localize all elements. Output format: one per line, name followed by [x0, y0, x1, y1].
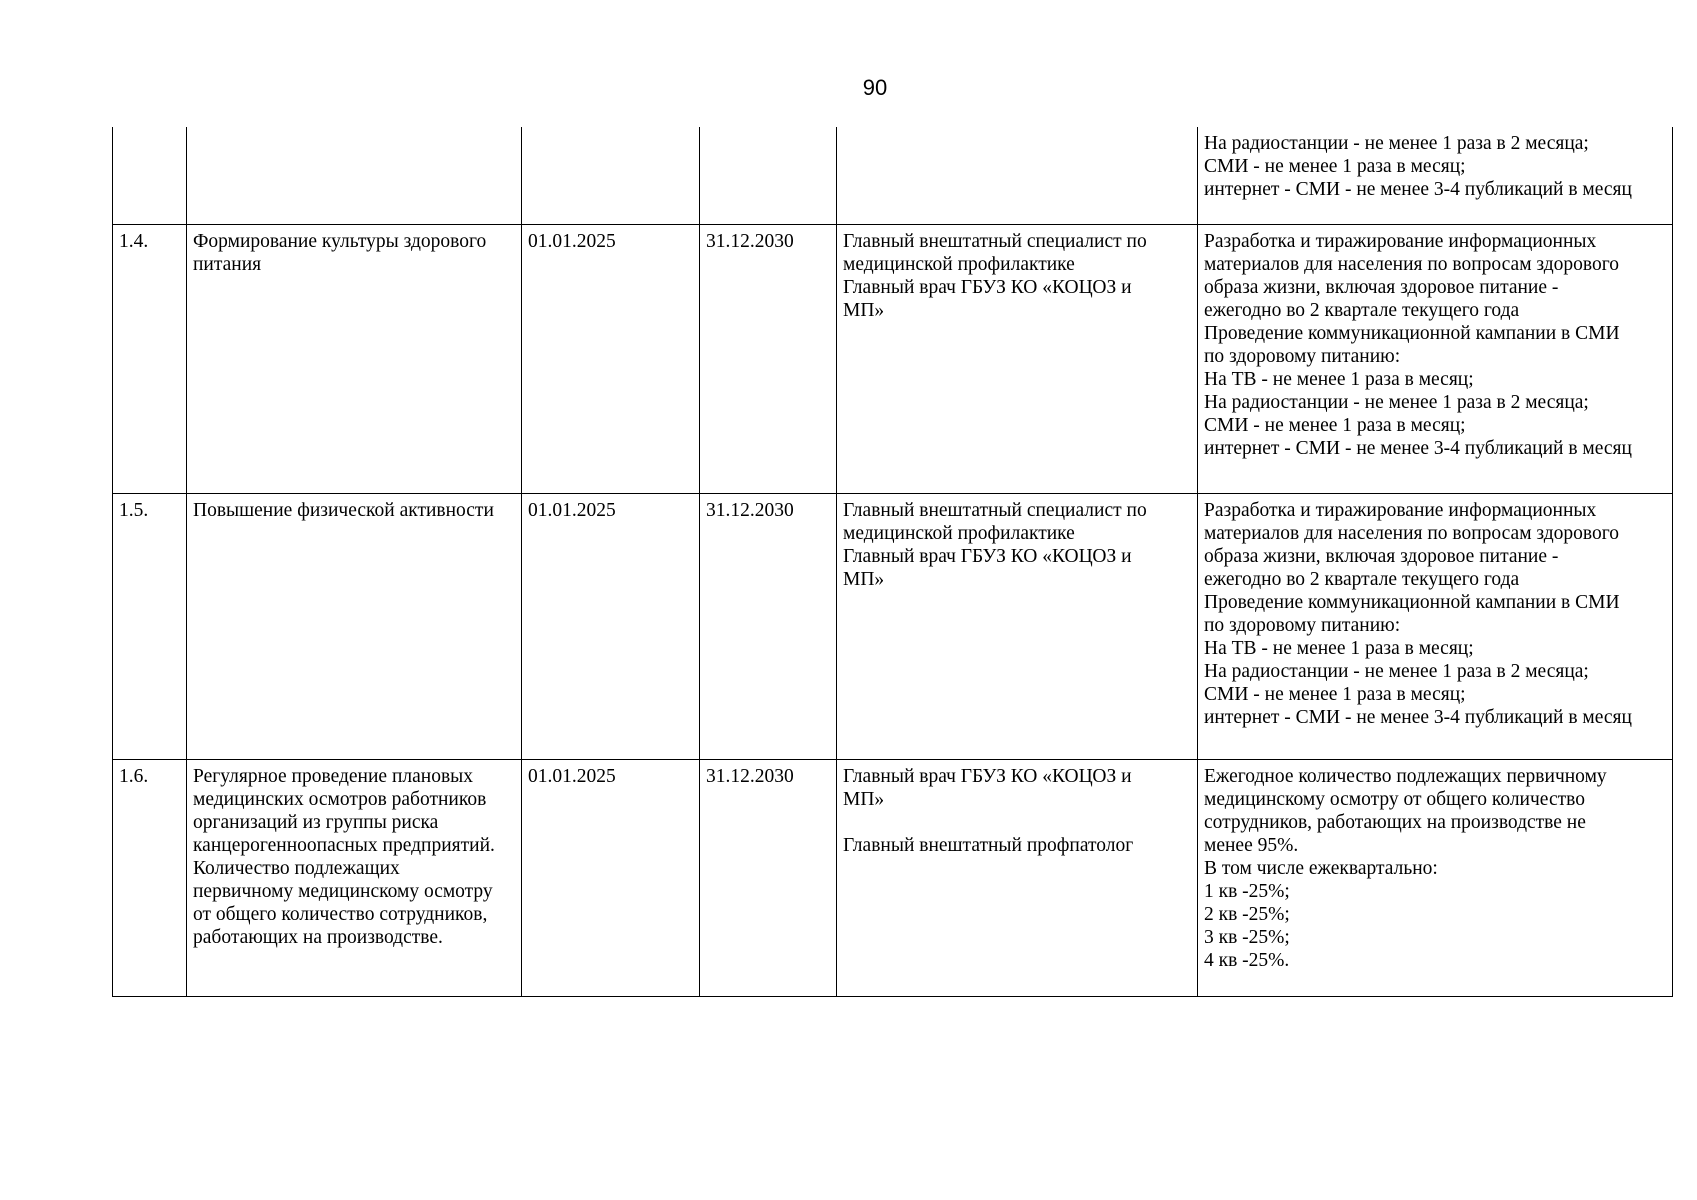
result-line: Разработка и тиражирование информационных	[1204, 230, 1597, 252]
result-line: материалов для населения по вопросам здорового	[1204, 253, 1620, 275]
responsible-line: Главный внештатный профпатолог	[843, 834, 1134, 856]
cell-responsible	[837, 759, 1198, 996]
page-number: 90	[862, 75, 888, 100]
activity-line: Повышение физической активности	[193, 499, 494, 521]
activity-line: медицинских осмотров работников	[193, 788, 487, 810]
responsible-line	[843, 811, 1191, 834]
cell-number: 1.4.	[113, 224, 187, 493]
cell-activity	[187, 493, 522, 759]
cell-start-date: 01.01.2025	[522, 493, 700, 759]
cell-activity	[187, 224, 522, 493]
cell-activity	[187, 759, 522, 996]
result-line: На ТВ - не менее 1 раза в месяц;	[1204, 637, 1474, 659]
result-line: по здоровому питанию:	[1204, 614, 1401, 636]
result-line: В том числе ежеквартально:	[1204, 857, 1438, 879]
cell-result	[1198, 759, 1673, 996]
cell-number: 1.6.	[113, 759, 187, 996]
cell-start-date: 01.01.2025	[522, 224, 700, 493]
result-line: Проведение коммуникационной кампании в СМИ	[1204, 591, 1620, 613]
cell-start-date	[522, 127, 700, 224]
result-line: по здоровому питанию:	[1204, 345, 1401, 367]
activity-line: первичному медицинскому осмотру	[193, 880, 493, 902]
responsible-line: Главный внештатный специалист по	[843, 499, 1147, 521]
result-lines	[1204, 132, 1666, 201]
activity-line: питания	[193, 253, 262, 275]
result-line: образа жизни, включая здоровое питание -	[1204, 276, 1559, 298]
result-line: 3 кв -25%;	[1204, 926, 1290, 948]
responsible-line: медицинской профилактике	[843, 253, 1075, 275]
result-line: медицинскому осмотру от общего количество	[1204, 788, 1585, 810]
cell-number: 1.5.	[113, 493, 187, 759]
responsible-line: МП»	[843, 788, 885, 810]
cell-end-date: 31.12.2030	[700, 759, 837, 996]
result-line: сотрудников, работающих на производстве не	[1204, 811, 1586, 833]
cell-end-date: 31.12.2030	[700, 224, 837, 493]
result-line: интернет - СМИ - не менее 3-4 публикаций в месяц	[1204, 706, 1632, 728]
result-line: Ежегодное количество подлежащих первичному	[1204, 765, 1607, 787]
cell-result	[1198, 493, 1673, 759]
cell-end-date	[700, 127, 837, 224]
responsible-line: Главный врач ГБУЗ КО «КОЦОЗ и	[843, 545, 1132, 567]
result-line: 1 кв -25%;	[1204, 880, 1290, 902]
result-line: На радиостанции - не менее 1 раза в 2 месяца;	[1204, 133, 1589, 154]
cell-number	[113, 127, 187, 224]
result-line: Проведение коммуникационной кампании в СМИ	[1204, 322, 1620, 344]
cell-start-date: 01.01.2025	[522, 759, 700, 996]
cell-activity	[187, 127, 522, 224]
table-row	[113, 224, 1673, 493]
result-line: СМИ - не менее 1 раза в месяц;	[1204, 414, 1466, 436]
result-line: СМИ - не менее 1 раза в месяц;	[1204, 683, 1466, 705]
activity-line: организаций из группы риска	[193, 811, 439, 833]
table-row	[113, 493, 1673, 759]
responsible-line: медицинской профилактике	[843, 522, 1075, 544]
result-line: образа жизни, включая здоровое питание -	[1204, 545, 1559, 567]
result-line: ежегодно во 2 квартале текущего года	[1204, 299, 1520, 321]
table-row	[113, 759, 1673, 996]
result-line: материалов для населения по вопросам здорового	[1204, 522, 1620, 544]
result-line: На радиостанции - не менее 1 раза в 2 месяца;	[1204, 660, 1589, 682]
result-line: На радиостанции - не менее 1 раза в 2 месяца;	[1204, 391, 1589, 413]
responsible-line: МП»	[843, 568, 885, 590]
activity-line: от общего количество сотрудников,	[193, 903, 488, 925]
activity-line: Количество подлежащих	[193, 857, 400, 879]
result-line: менее 95%.	[1204, 834, 1299, 856]
result-line: На ТВ - не менее 1 раза в месяц;	[1204, 368, 1474, 390]
result-line: 4 кв -25%.	[1204, 949, 1290, 971]
cell-responsible	[837, 127, 1198, 224]
responsible-line: Главный врач ГБУЗ КО «КОЦОЗ и	[843, 276, 1132, 298]
cell-end-date: 31.12.2030	[700, 493, 837, 759]
activities-table	[112, 127, 1673, 997]
result-line: Разработка и тиражирование информационных	[1204, 499, 1597, 521]
activity-line: Регулярное проведение плановых	[193, 765, 474, 787]
continuation-row	[113, 127, 1673, 224]
cell-result	[1198, 127, 1673, 224]
cell-result	[1198, 224, 1673, 493]
result-line: СМИ - не менее 1 раза в месяц;	[1204, 156, 1466, 177]
activity-line: работающих на производстве.	[193, 926, 443, 948]
result-line: интернет - СМИ - не менее 3-4 публикаций в месяц	[1204, 179, 1632, 200]
cell-responsible	[837, 224, 1198, 493]
responsible-line: Главный врач ГБУЗ КО «КОЦОЗ и	[843, 765, 1132, 787]
result-line: ежегодно во 2 квартале текущего года	[1204, 568, 1520, 590]
responsible-line: МП»	[843, 299, 885, 321]
responsible-line: Главный внештатный специалист по	[843, 230, 1147, 252]
activity-line: Формирование культуры здорового	[193, 230, 487, 252]
cell-responsible	[837, 493, 1198, 759]
result-line: 2 кв -25%;	[1204, 903, 1290, 925]
result-line: интернет - СМИ - не менее 3-4 публикаций в месяц	[1204, 437, 1632, 459]
activity-line: канцерогенноопасных предприятий.	[193, 834, 495, 856]
